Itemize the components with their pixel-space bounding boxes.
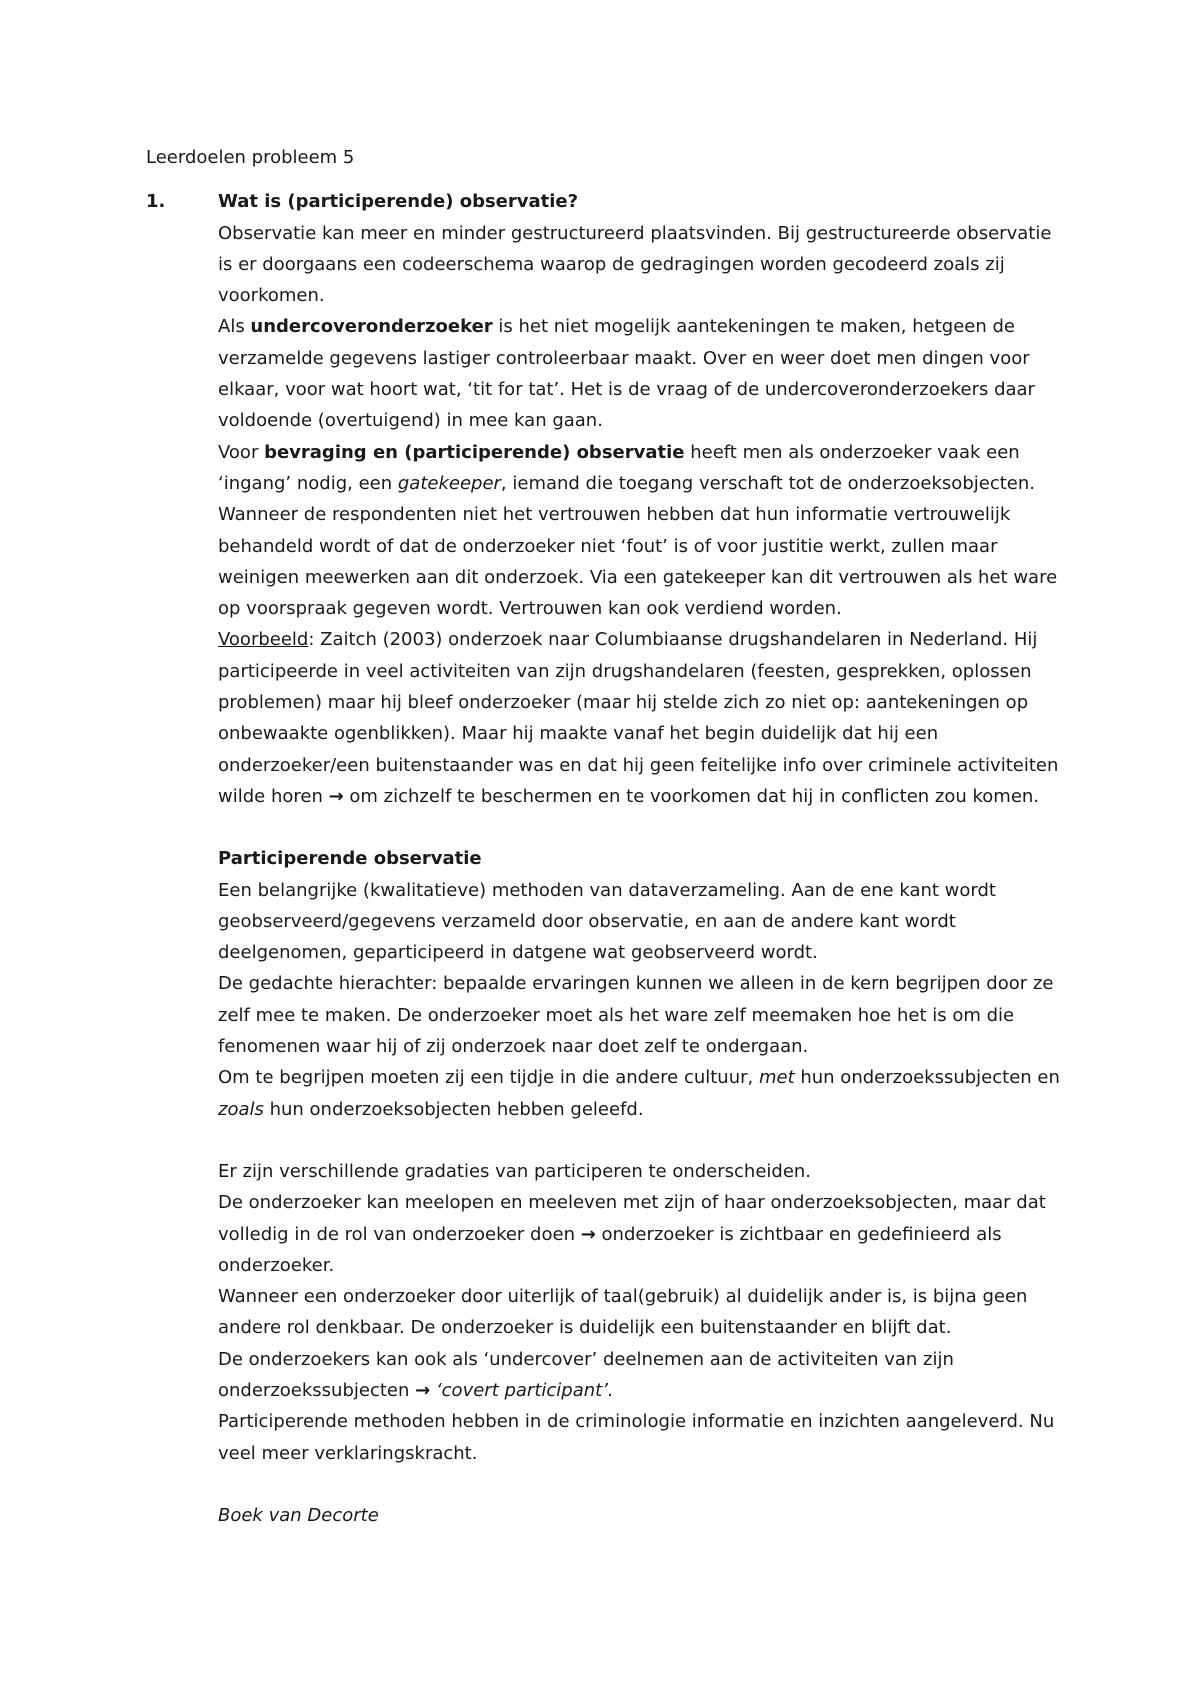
text: De onderzoeker kan meelopen en meeleven met zijn of haar onderzoeksobjecten, maar dat volledig in de rol van onderzoeker doen	[218, 1192, 1046, 1245]
question-1	[146, 186, 1066, 812]
spacer	[146, 812, 1066, 843]
text: Voor	[218, 441, 265, 463]
arrow-right-icon: →	[328, 785, 344, 807]
source-text: Boek van Decorte	[218, 1504, 379, 1526]
paragraph-undercover	[218, 311, 1066, 436]
text: Om te begrijpen moeten zij een tijdje in die andere cultuur,	[218, 1067, 759, 1089]
paragraph-gradations: Er zijn verschillende gradaties van participeren te onderscheiden.	[218, 1160, 812, 1182]
paragraph-method: Een belangrijke (kwalitatieve) methoden van dataverzameling. Aan de ene kant wordt geobserveerd/gegevens verzameld door observatie, en aan de andere kant wordt deelgenomen, geparticipeerd in datgene wat geobserveerd wordt.	[218, 879, 996, 964]
paragraph-outsider: Wanneer een onderzoeker door uiterlijk of taal(gebruik) al duidelijk ander is, is bijna geen andere rol denkbaar. De onderzoeker is duidelijk een buitenstaander en blijft dat.	[218, 1286, 1028, 1339]
arrow-right-icon: →	[580, 1223, 596, 1245]
spacer	[218, 1469, 1066, 1500]
paragraph-understanding	[218, 1062, 1066, 1125]
italic-term: ‘covert participant’.	[435, 1379, 614, 1401]
spacer	[218, 1125, 1066, 1156]
document-body	[146, 142, 1066, 1531]
question-body	[218, 186, 1066, 812]
paragraph-example	[218, 624, 1066, 812]
text: Als	[218, 316, 251, 338]
text: onderzoeker is zichtbaar en gedefinieerd als onderzoeker.	[218, 1223, 1002, 1276]
text: : Zaitch (2003) onderzoek naar Columbiaanse drugshandelaren in Nederland. Hij participeerde in veel activiteiten van zijn drugshandelaren (feesten, gesprekken, oplossen problemen) maar hij bleef onderzoeker (maar hij stelde zich zo niet op: aantekeningen op onbewaakte ogenblikken). Maar hij maakte vanaf het begin duidelijk dat hij een onderzoeker/een buitenstaander was en dat hij geen feitelijke info over criminele activiteiten wilde horen	[218, 629, 1059, 807]
underlined-label: Voorbeeld	[218, 629, 309, 651]
text: De onderzoekers kan ook als ‘undercover’ deelnemen aan de activiteiten van zijn onderzoekssubjecten	[218, 1348, 954, 1401]
arrow-right-icon: →	[415, 1379, 431, 1401]
paragraph-covert	[218, 1344, 1066, 1407]
section-heading	[218, 843, 1066, 874]
source-reference	[218, 1500, 1066, 1531]
text: hun onderzoekssubjecten en	[794, 1067, 1060, 1089]
paragraph-visible-researcher	[218, 1187, 1066, 1281]
paragraph-gatekeeper	[218, 437, 1066, 625]
bold-term: undercoveronderzoeker	[250, 316, 493, 338]
text: heeft men als onderzoeker vaak een ‘ingang’ nodig, een	[218, 441, 1020, 494]
paragraph-idea: De gedachte hierachter: bepaalde ervaringen kunnen we alleen in de kern begrijpen door ze zelf mee te maken. De onderzoeker moet als het ware zelf meemaken hoe het is om die fenomenen waar hij of zij onderzoek naar doet zelf te ondergaan.	[218, 973, 1054, 1058]
text: , iemand die toegang verschaft tot de onderzoeksobjecten. Wanneer de respondenten niet het vertrouwen hebben dat hun informatie vertrouwelijk behandeld wordt of dat de onderzoeker niet ‘fout’ is of voor justitie werkt, zullen maar weinigen meewerken aan dit onderzoek. Via een gatekeeper kan dit vertrouwen als het ware op voorspraak gegeven wordt. Vertrouwen kan ook verdiend worden.	[218, 472, 1058, 620]
text: is het niet mogelijk aantekeningen te maken, hetgeen de verzamelde gegevens lastiger controleerbaar maakt. Over en weer doet men dingen voor elkaar, voor wat hoort wat, ‘tit for tat’. Het is de vraag of de undercoveronderzoekers daar voldoende (overtuigend) in mee kan gaan.	[218, 316, 1035, 432]
question-title: Wat is (participerende) observatie?	[218, 191, 579, 213]
paragraph-criminology: Participerende methoden hebben in de criminologie informatie en inzichten aangeleverd. Nu veel meer verklaringskracht.	[218, 1411, 1055, 1464]
section-heading-text: Participerende observatie	[218, 848, 482, 870]
italic-term: zoals	[218, 1098, 264, 1120]
italic-term: met	[758, 1067, 795, 1089]
bold-term: bevraging en (participerende) observatie	[264, 441, 685, 463]
section-participerende-observatie	[146, 843, 1066, 1531]
question-number: 1.	[146, 191, 166, 213]
text: om zichzelf te beschermen en te voorkomen dat hij in conflicten zou komen.	[343, 785, 1040, 807]
document-title: Leerdoelen probleem 5	[146, 147, 355, 168]
italic-term: gatekeeper	[397, 472, 501, 494]
paragraph-structured-observation: Observatie kan meer en minder gestructureerd plaatsvinden. Bij gestructureerde observatie is er doorgaans een codeerschema waarop de gedragingen worden gecodeerd zoals zij voorkomen.	[218, 222, 1052, 307]
text: hun onderzoeksobjecten hebben geleefd.	[263, 1098, 644, 1120]
